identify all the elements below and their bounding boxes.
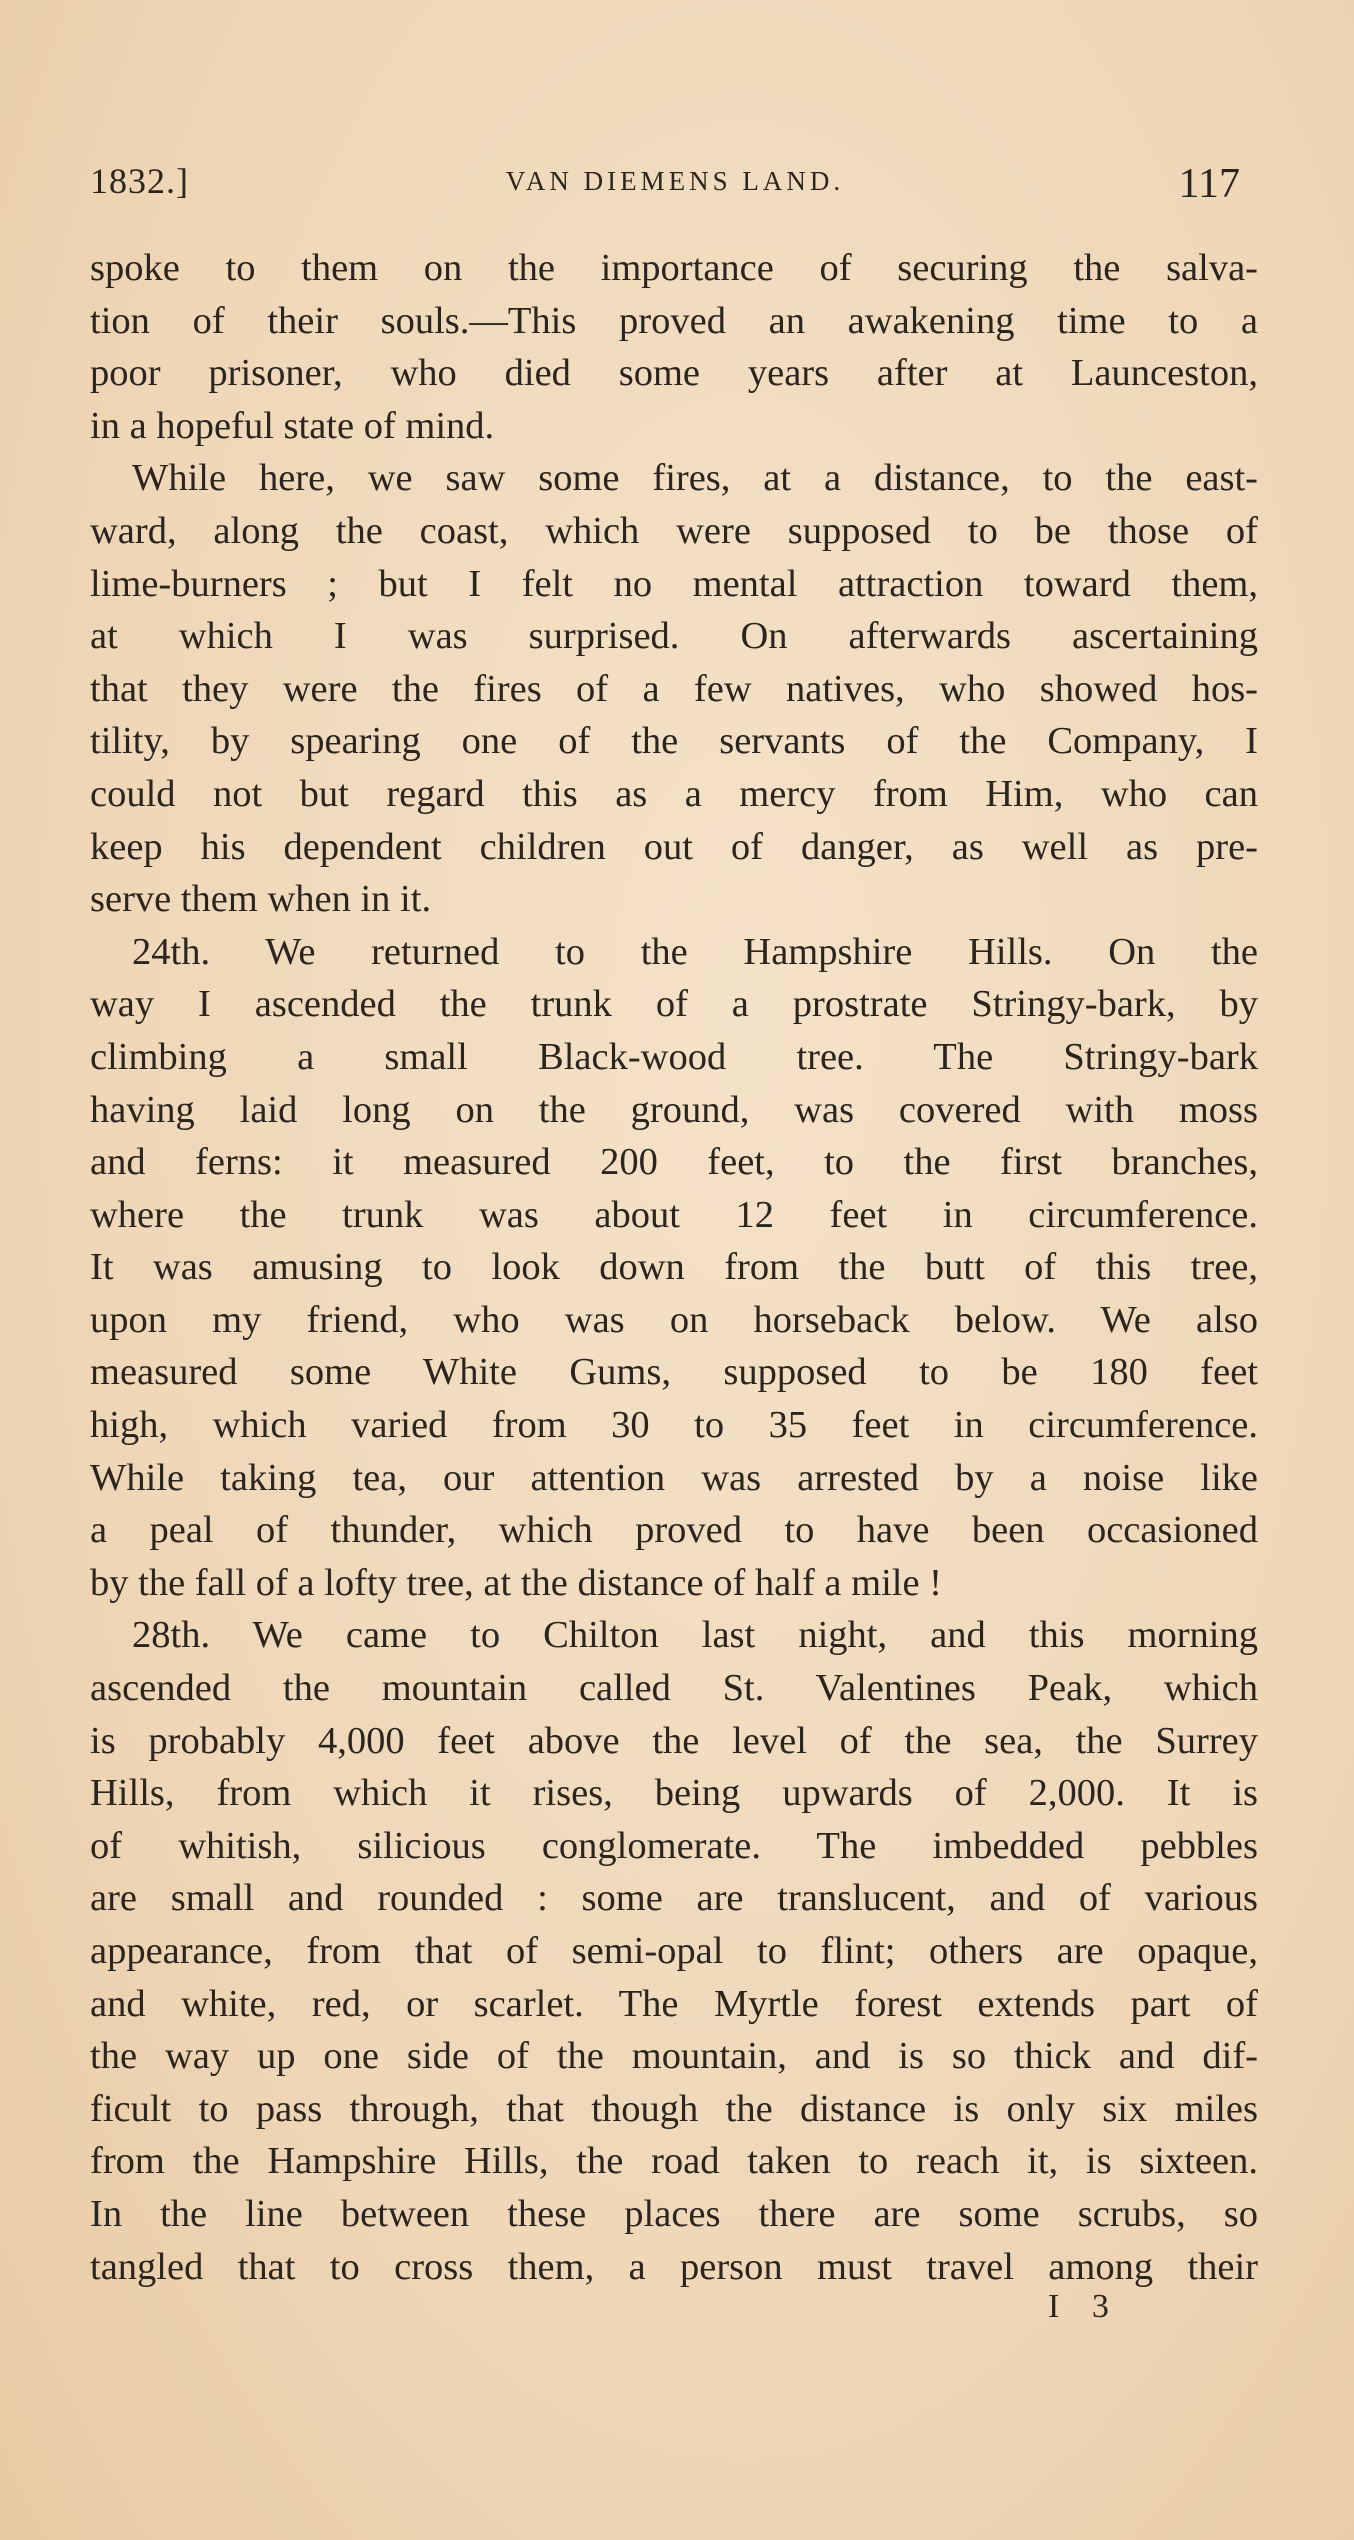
text-line: appearance, from that of semi-opal to flint; others are opaque, <box>90 1930 1258 1972</box>
text-line: where the trunk was about 12 feet in circumference. <box>90 1193 1258 1236</box>
text-line: While taking tea, our attention was arrested by a noise like <box>90 1456 1258 1499</box>
text-line: the way up one side of the mountain, and is so thick and dif- <box>90 2035 1258 2078</box>
running-header <box>90 160 1260 220</box>
text-line: a peal of thunder, which proved to have been occasioned <box>90 1509 1258 1552</box>
text-line: While here, we saw some fires, at a distance, to the east- <box>132 457 1258 500</box>
text-line: ward, along the coast, which were supposed to be those of <box>90 509 1258 552</box>
body-text <box>90 242 1258 2293</box>
text-line: climbing a small Black-wood tree. The Stringy-bark <box>90 1035 1258 1078</box>
text-line: lime-burners ; but I felt no mental attraction toward them, <box>90 562 1258 605</box>
text-line: measured some White Gums, supposed to be 180 feet <box>90 1351 1258 1394</box>
header-title: VAN DIEMENS LAND. <box>505 166 845 196</box>
text-line: high, which varied from 30 to 35 feet in circumference. <box>90 1404 1258 1447</box>
text-line: tion of their souls.—This proved an awakening time to a <box>90 299 1258 342</box>
header-year: 1832.] <box>90 161 189 201</box>
text-line: It was amusing to look down from the butt of this tree, <box>90 1246 1258 1289</box>
text-line: is probably 4,000 feet above the level of the sea, the Surrey <box>90 1719 1258 1762</box>
text-line: Hills, from which it rises, being upwards of 2,000. It is <box>90 1772 1258 1815</box>
text-line: ficult to pass through, that though the distance is only six miles <box>90 2087 1258 2130</box>
text-line: in a hopeful state of mind. <box>90 404 495 447</box>
text-line: are small and rounded : some are translucent, and of various <box>90 1877 1258 1920</box>
text-line: having laid long on the ground, was covered with moss <box>90 1088 1258 1131</box>
text-line: by the fall of a lofty tree, at the distance of half a mile ! <box>90 1561 943 1604</box>
text-line: and white, red, or scarlet. The Myrtle forest extends part of <box>90 1982 1258 2025</box>
text-line: 28th. We came to Chilton last night, and this morning <box>132 1614 1258 1657</box>
text-line: way I ascended the trunk of a prostrate Stringy-bark, by <box>90 983 1258 1026</box>
text-line: at which I was surprised. On afterwards ascertaining <box>90 615 1258 658</box>
signature-mark: I 3 <box>1048 2288 1121 2325</box>
text-line: ascended the mountain called St. Valentines Peak, which <box>90 1667 1258 1710</box>
text-line: that they were the fires of a few natives, who showed hos- <box>90 667 1258 710</box>
text-line: In the line between these places there are some scrubs, so <box>90 2192 1258 2235</box>
text-line: upon my friend, who was on horseback below. We also <box>90 1298 1258 1341</box>
page-number: 117 <box>1178 161 1240 207</box>
text-line: spoke to them on the importance of securing the salva- <box>90 247 1258 289</box>
text-line: keep his dependent children out of danger, as well as pre- <box>90 825 1258 868</box>
text-line: from the Hampshire Hills, the road taken to reach it, is sixteen. <box>90 2140 1258 2183</box>
text-line: serve them when in it. <box>90 878 432 921</box>
text-line: could not but regard this as a mercy from Him, who can <box>90 772 1258 815</box>
text-line: of whitish, silicious conglomerate. The imbedded pebbles <box>90 1824 1258 1867</box>
text-line: 24th. We returned to the Hampshire Hills. On the <box>132 930 1258 973</box>
text-line: and ferns: it measured 200 feet, to the first branches, <box>90 1141 1258 1184</box>
text-line: poor prisoner, who died some years after at Launceston, <box>90 352 1258 395</box>
text-line: tangled that to cross them, a person must travel among their <box>90 2245 1258 2288</box>
text-line: tility, by spearing one of the servants of the Company, I <box>90 720 1258 763</box>
